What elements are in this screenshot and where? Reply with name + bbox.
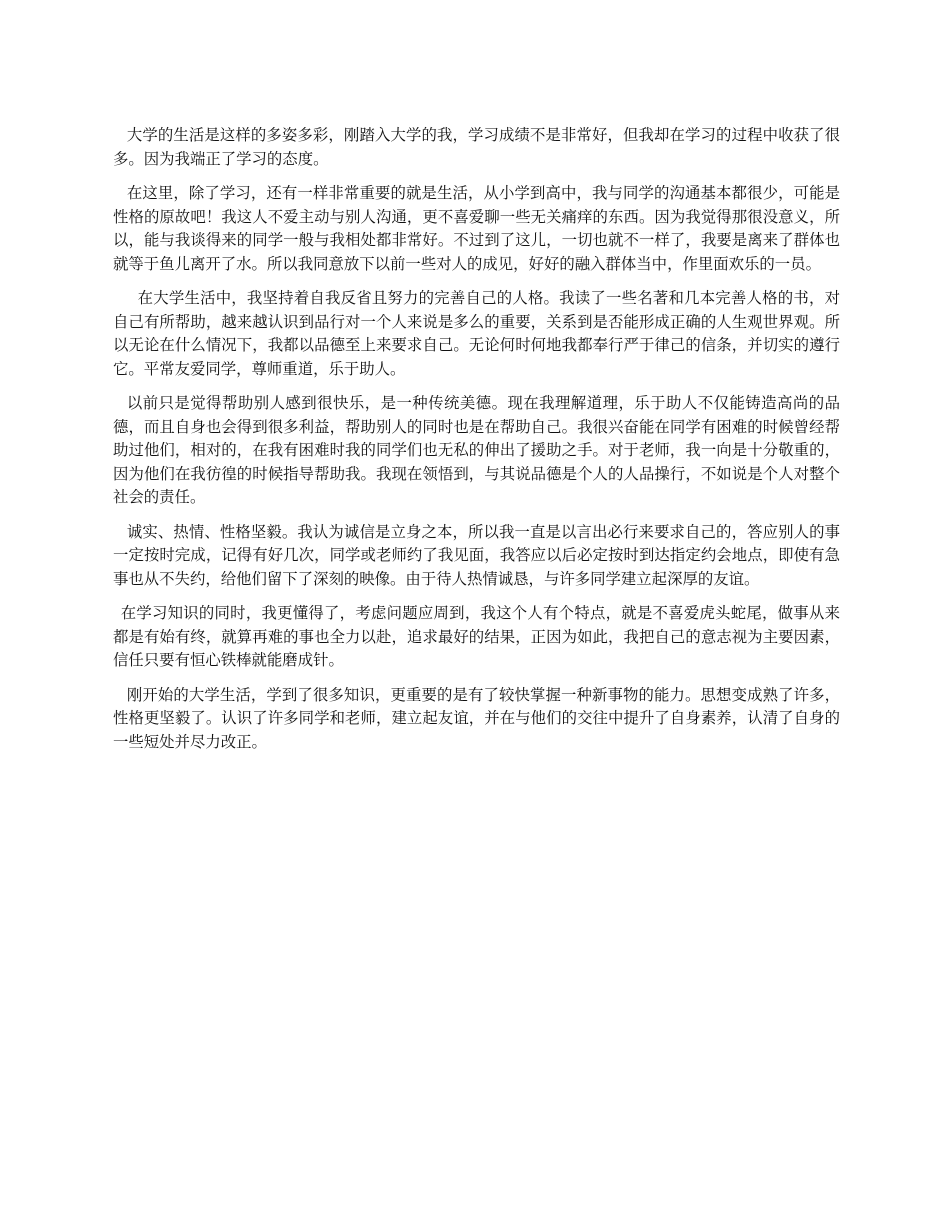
paragraph-2: 在这里，除了学习，还有一样非常重要的就是生活，从小学到高中，我与同学的沟通基本都很少，可能是性格的原故吧！我这人不爱主动与别人沟通，更不喜爱聊一些无关痛痒的东西。因为我觉得那很没意义，所以，能与我谈得来的同学一般与我相处都非常好。不过到了这儿，一切也就不一样了，我要是离来了群体也就等于鱼儿离开了水。所以我同意放下以前一些对人的成见，好好的融入群体当中，作里面欢乐的一员。 — [113, 184, 840, 273]
paragraph-3: 在大学生活中，我坚持着自我反省且努力的完善自己的人格。我读了一些名著和几本完善人格的书，对自己有所帮助，越来越认识到品行对一个人来说是多么的重要，关系到是否能形成正确的人生观世界观。所以无论在什么情况下，我都以品德至上来要求自己。无论何时何地我都奉行严于律己的信条，并切实的遵行它。平常友爱同学，尊师重道，乐于助人。 — [113, 289, 840, 378]
paragraph-4: 以前只是觉得帮助别人感到很快乐，是一种传统美德。现在我理解道理，乐于助人不仅能铸造高尚的品德，而且自身也会得到很多利益，帮助别人的同时也是在帮助自己。我很兴奋能在同学有困难的时候曾经帮助过他们，相对的，在我有困难时我的同学们也无私的伸出了援助之手。对于老师，我一向是十分敬重的，因为他们在我彷徨的时候指导帮助我。我现在领悟到，与其说品德是个人的人品操行，不如说是个人对整个社会的责任。 — [113, 394, 840, 506]
paragraph-1: 大学的生活是这样的多姿多彩，刚踏入大学的我，学习成绩不是非常好，但我却在学习的过程中收获了很多。因为我端正了学习的态度。 — [113, 126, 840, 168]
paragraph-7: 刚开始的大学生活，学到了很多知识，更重要的是有了较快掌握一种新事物的能力。思想变成熟了许多，性格更坚毅了。认识了许多同学和老师，建立起友谊，并在与他们的交往中提升了自身素养，认清了自身的一些短处并尽力改正。 — [113, 685, 840, 751]
paragraph-6: 在学习知识的同时，我更懂得了，考虑问题应周到，我这个人有个特点，就是不喜爱虎头蛇尾，做事从来都是有始有终，就算再难的事也全力以赴，追求最好的结果，正因为如此，我把自己的意志视为主要因素，信任只要有恒心铁棒就能磨成针。 — [113, 604, 840, 669]
document-body — [113, 124, 840, 765]
paragraph-5: 诚实、热情、性格坚毅。我认为诚信是立身之本，所以我一直是以言出必行来要求自己的，答应别人的事一定按时完成，记得有好几次，同学或老师约了我见面，我答应以后必定按时到达指定约会地点，即使有急事也从不失约，给他们留下了深刻的映像。由于待人热情诚恳，与许多同学建立起深厚的友谊。 — [113, 522, 840, 588]
